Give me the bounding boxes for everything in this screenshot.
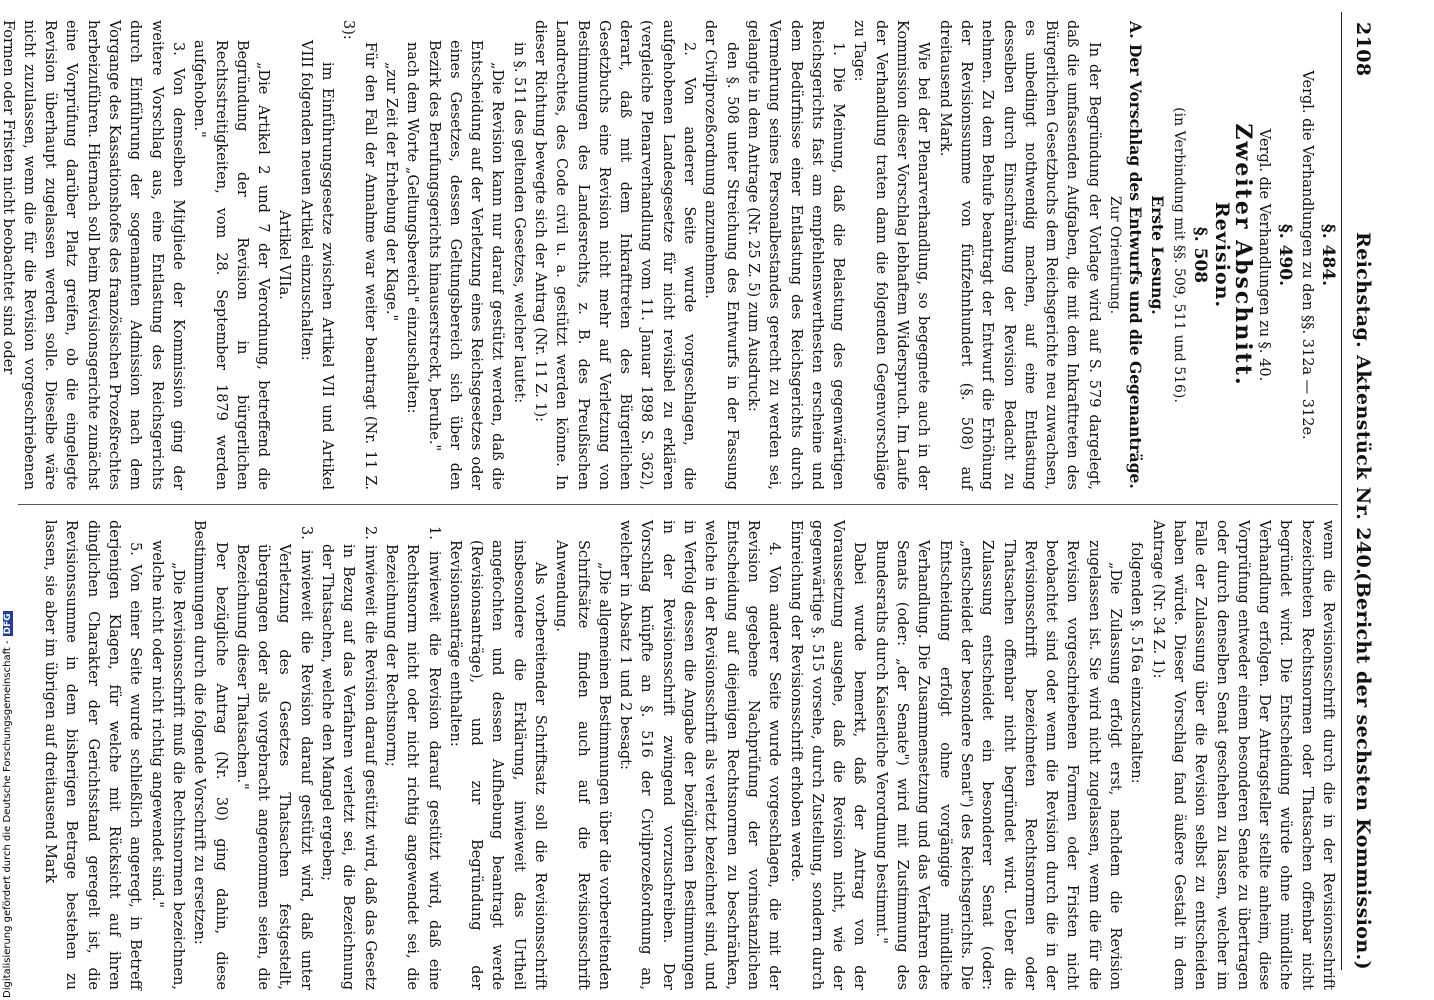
digitization-credit [2,611,13,998]
right-column [18,520,1338,990]
paragraph: wenn die Revisionsschrift durch die in der Revisionsschrift bezeichneten Rechtsnormen oder Thatsachen offenbar nicht begründet wird. Die Entscheidung würde ohne mündliche Verhandlung erfolgen. Der Antragsteller stellte anheim, diese Vorprüfung entweder einem besonderen Senate zu übertragen oder durch denselben Senat geschehen zu lassen, welcher im Falle der Zulassung über die Revision selbst zu entscheiden haben würde. Dieser Vorschlag fand äußere Gestalt in dem Antrage (Nr. 34 Z. 1): [1149,520,1336,990]
paragraph: 1. inwieweit die Revision darauf gestützt wird, daß eine Rechtsnorm nicht oder nicht richtig angewendet sei, die Bezeichnung der Rechtsnorm; [382,526,442,990]
section-heading: A. Der Vorschlag des Entwurfs und die Gegenanträge. [1126,21,1146,489]
paragraph: 3. inwieweit die Revision darauf gestützt wird, daß unter Verletzung des Gesetzes Thatsachen festgestellt, übergangen oder als vorgebracht angenommen seien, die Bezeichnung dieser Thatsachen." [233,526,314,990]
paragraph: Der bezügliche Antrag (Nr. 30) ging dahin, diese Bestimmungen durch die folgende Vorschrift zu ersetzen: [191,520,229,990]
section-heading: §. 508 [1190,226,1211,284]
credit-text: Digitalisierung gefördert durch die Deutsche Forschungsgemeinschaft - [2,640,13,998]
paragraph: 2. Von anderer Seite wurde vorgeschlagen, die aufgehobenen Landesgesetze für nicht revisibel zu erklären (vergleiche Plenarverhandlung vom 11. Januar 1898 S. 362), derart, daß mit dem Inkrafttreten des Bürgerlichen Gesetzbuchs eine Revision nicht mehr auf Verletzung von Bestimmungen des Landesrechts, z. B. des Preußischen Landrechtes, des Code civil u. a. gestützt werden könne. In dieser Richtung bewegte sich der Antrag (Nr. 11 Z. 1): [532,20,698,490]
page-header [1341,12,1382,970]
section-heading: Erste Lesung. [1147,195,1167,315]
paragraph: (in Verbindung mit §§. 509, 511 und 516). [1170,107,1187,403]
dfg-logo: DFG [3,613,13,635]
paragraph: Wie bei der Plenarverhandlung, so begegnete auch in der Kommission dieser Vorschlag lebhaftem Widerspruch. Im Laufe der Verhandlung traten dann die folgenden Gegenvorschläge zu Tage: [851,20,932,490]
paragraph: den §. 508 unter Streichung des Entwurfs in der Fassung der Civilprozeßordnung anzunehmen. [702,20,740,490]
paragraph: „Die Zulassung erfolgt erst, nachdem die Revision zugelassen ist. Sie wird nicht zugelassen, wenn die für die Revision vorgeschriebenen Formen oder Fristen nicht beobachtet sind oder wenn die Revision durch die in der Revisionsschrift bezeichneten Rechtsnormen oder Thatsachen offenbar nicht begründet wird. Ueber die Zulassung entscheidet ein besonderer Senat (oder: „entscheidet der besondere Senat") des Reichsgerichts. Die Entscheidung erfolgt ohne vorgängige mündliche Verhandlung. Die Zusammensetzung und das Verfahren des Senats (oder: „der Senate") wird mit Zustimmung des Bundesraths durch Kaiserliche Verordnung bestimmt." [872,540,1124,990]
section-heading: §. 490. [1275,223,1296,287]
left-column [0,20,1338,490]
section-heading: §. 484. [1318,223,1338,287]
section-heading: Zweiter Abschnitt. [1229,123,1256,387]
paragraph: Vergl. die Verhandlungen zu §. 40. [1256,128,1273,382]
paragraph: Zur Orientirung. [1107,195,1124,315]
section-heading: Revision. [1210,201,1233,309]
paragraph: Artikel VIIa. [276,210,293,300]
paragraph: in §. 511 des geltenden Gesetzes, welcher lautet: [510,42,527,404]
paragraph: 1. Die Meinung, daß die Belastung des gegenwärtigen Reichsgerichts fast am empfehlenswerthesten erscheine und dem Bedürfnisse einer Entlastung des Reichsgerichts durch Vermehrung seines Personalbestandes gerecht zu werden sei, gelangte in dem Antrage (Nr. 25 Z. 5) zum Ausdruck: [744,20,847,490]
paragraph: Vergl. die Verhandlungen zu den §§. 312a — 312e. [1298,70,1315,440]
paragraph: Als vorbereitender Schriftsatz soll die Revisionsschrift insbesondere die Erklärung, inwieweit das Urtheil angefochten und dessen Aufhebung beantragt werde (Revisionsanträge), und zur Begründung der Revisionsanträge enthalten: [446,540,549,990]
paragraph: „Die allgemeinen Bestimmungen über die vorbereitenden Schriftsätze finden auch auf die Revisionsschrift Anwendung. [553,540,612,990]
column-divider [18,504,1338,505]
paragraph: folgenden §. 516a einzuschalten: [1128,542,1145,784]
paragraph: „Die Artikel 2 und 7 der Verordnung, betreffend die Begründung der Revision in bürgerlichen Rechtsstreitigkeiten, vom 28. September 1879 werden aufgehoben." [191,40,272,490]
paragraph: Dabei wurde bemerkt, daß der Antrag von der Voraussetzung ausgehe, daß die Revision nicht, wie der gegenwärtige §. 515 vorsehe, durch Zustellung, sondern durch Einreichung der Revisionsschrift erhoben werde. [787,520,868,990]
paragraph: „zur Zeit der Erhebung der Klage." [382,62,399,322]
paragraph: 5. Von einer Seite wurde schließlich angeregt, in Betreff derjenigen Klagen, für welche mit Rücksicht auf ihren dinglichen Charakter der Gerichtsstand geregelt ist, die Revisionssumme in dem bisherigen Betrage bestehen zu lassen, sie aber im übrigen auf dreitausend Mark [42,520,144,990]
paragraph: nach dem Worte „Geltungsbereich" einzuschalten: [404,42,421,414]
paragraph: „Die Revision kann nur darauf gestützt werden, daß die Entscheidung auf der Verletzung eines Reichsgesetzes oder eines Gesetzes, dessen Geltungsbereich sich über den Bezirk des Berufungsgerichts hinauserstreckt, beruhe." [425,40,506,490]
paragraph: 2. inwieweit die Revision darauf gestützt wird, daß das Gesetz in Bezug auf das Verfahren verletzt sei, die Bezeichnung der Thatsachen, welche den Mangel ergeben; [319,526,378,990]
page-number: 2108 [1352,22,1374,77]
paragraph: 3. Von demselben Mitgliede der Kommission ging der weitere Vorschlag aus, eine Entlastung des Reichsgerichts durch Einführung der sogenannten Admission nach dem Vorgange des Kassationshofes des französischen Prozeßrechtes herbeizuführen. Hiernach soll beim Revisionsgerichte zunächst eine Vorprüfung darüber Platz greifen, ob die eingelegte Revision überhaupt zugelassen werden solle. Dieselbe wäre nicht zuzulassen, wenn die für die Revision vorgeschriebenen Formen oder Fristen nicht beobachtet sind oder [0,20,186,490]
paragraph: „Die Revisionsschrift muß die Rechtsnormen bezeichnen, welche nicht oder nicht richtig angewendet sind." [148,540,186,990]
paragraph: Für den Fall der Annahme war weiter beantragt (Nr. 11 Z. 3): [340,20,378,490]
paragraph: im Einführungsgesetze zwischen Artikel VII und Artikel VIII folgenden neuen Artikel einzuschalten: [297,40,336,490]
paragraph: 4. Von anderer Seite wurde vorgeschlagen, die mit der Revision gegebene Nachprüfung der vorinstanzlichen Entscheidung auf diejenigen Rechtsnormen zu beschränken, welche in der Revisionsschrift als verletzt bezeichnet sind, und in Verfolg dessen die Angabe der bezüglichen Bestimmungen in der Revisionsschrift zwingend vorzuschreiben. Der Vorschlag knüpfte an §. 516 der Civilprozeßordnung an, welcher in Absatz 1 und 2 besagt: [617,520,783,990]
page-title: Reichstag. Aktenstück Nr. 240. [1352,232,1374,576]
page-subtitle: (Bericht der sechsten Kommission.) [1352,572,1374,970]
paragraph: In der Begründung der Vorlage wird auf S. 579 dargelegt, daß die umfassenden Aufgaben, die mit dem Inkrafttreten des Bürgerlichen Gesetzbuchs dem Reichsgerichte neu zuwachsen, es unbedingt nothwendig machen, auf eine Entlastung desselben durch Einschränkung der Revision Bedacht zu nehmen. Zu dem Behufe beantragt der Entwurf die Erhöhung der Revisionssumme von fünfzehnhundert (§. 508) auf dreitausend Mark. [936,20,1102,490]
